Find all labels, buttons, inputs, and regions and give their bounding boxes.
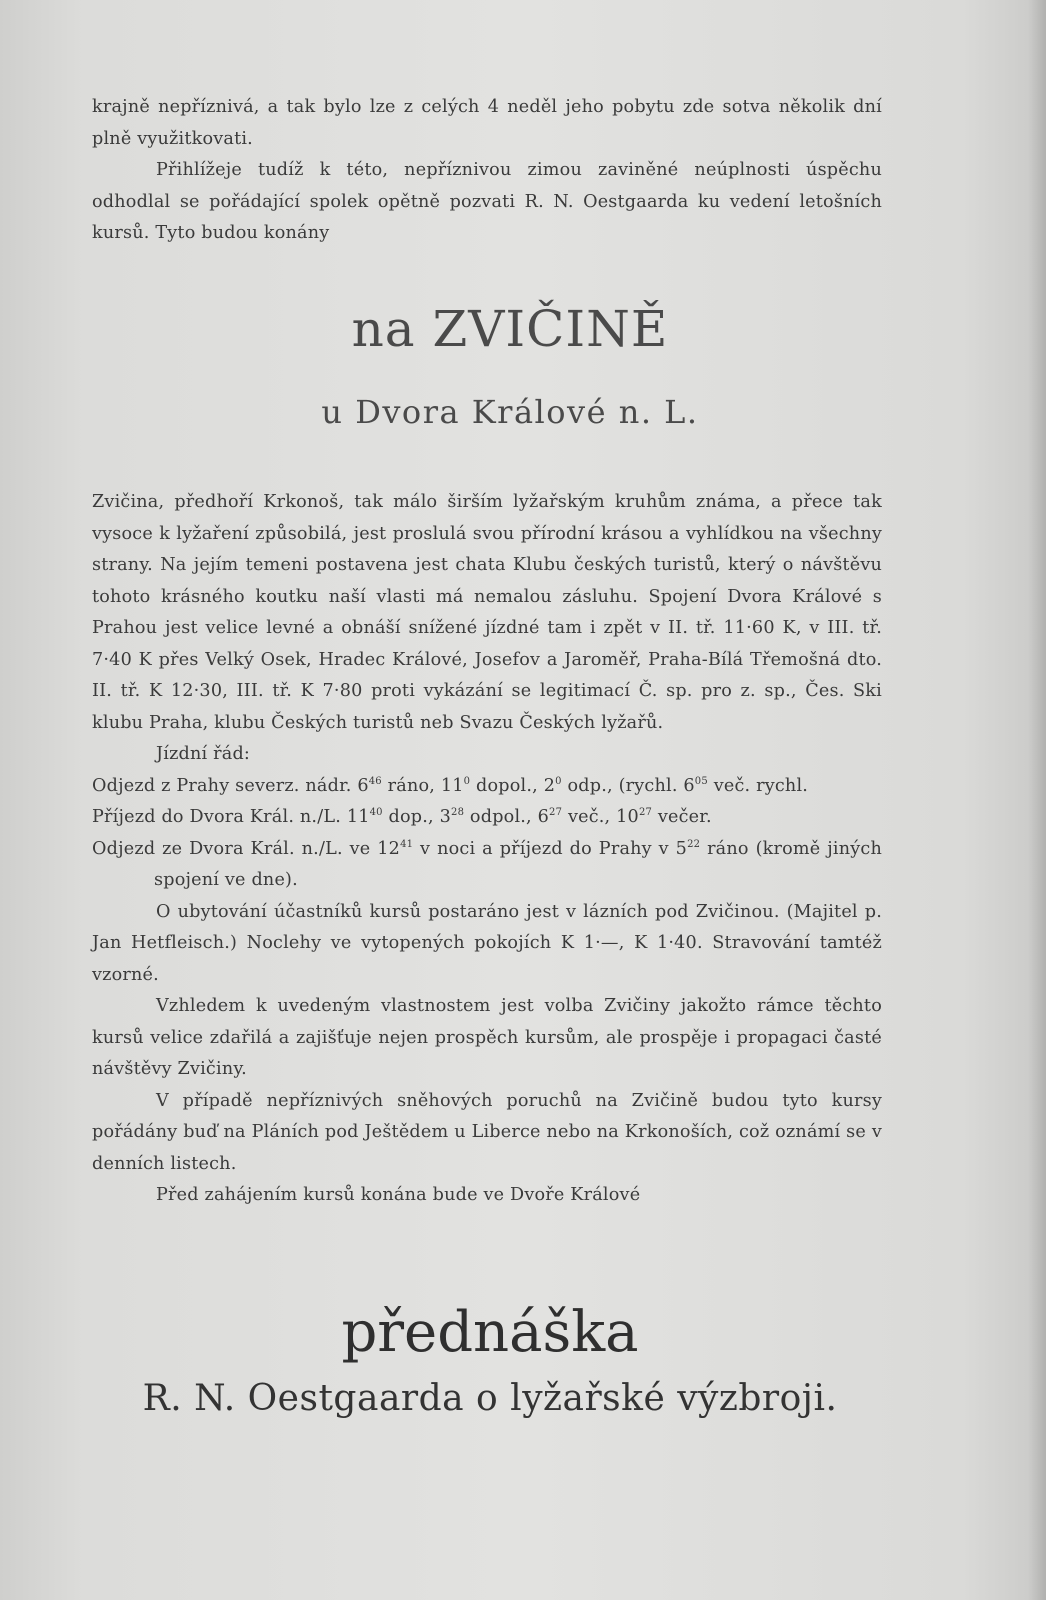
choice-paragraph: Vzhledem k uvedeným vlastnostem jest volba Zvičiny jakožto rámce těchto kursů velice zdařilá a zajišťuje nejen prospěch kursům, ale prospěje i propagaci časté návštěvy Zvičiny. bbox=[92, 996, 882, 1079]
intro-section bbox=[92, 92, 882, 250]
lecture-subtitle: R. N. Oestgaarda o lyžařské výzbroji. bbox=[142, 1378, 838, 1419]
intro-paragraph-1: krajně nepříznivá, a tak bylo lze z celých 4 neděl jeho pobytu zde sotva několik dní plně využitkovati. bbox=[92, 97, 882, 149]
body-section bbox=[92, 487, 882, 1212]
accommodation-paragraph: O ubytování účastníků kursů postaráno jest v lázních pod Zvičinou. (Majitel p. Jan Hetfleisch.) Noclehy ve vytopených pokojích K 1·—, K 1·40. Stravování tamtéž vzorné. bbox=[92, 901, 882, 985]
location-title: na ZVIČINĚ bbox=[351, 300, 669, 358]
timetable-line-2: Příjezd do Dvora Král. n./L. $11^{40}$ dop., $3^{28}$ odpol., $6^{27}$ več., $10^{27}$ večer. bbox=[92, 807, 712, 827]
location-subtitle: u Dvora Králové n. L. bbox=[321, 393, 699, 431]
lecture-title: přednáška bbox=[341, 1300, 639, 1365]
timetable-line-3: Odjezd ze Dvora Král. n./L. ve $12^{41}$ v noci a příjezd do Prahy v $5^{22}$ ráno (kromě jiných spojení ve dne). bbox=[92, 838, 882, 890]
before-lecture-paragraph: Před zahájením kursů konána bude ve Dvoře Králové bbox=[156, 1185, 641, 1205]
description-paragraph: Zvičina, předhoří Krkonoš, tak málo širším lyžařským kruhům známa, a přece tak vysoce k lyžaření způsobilá, jest proslulá svou přírodní krásou a vyhlídkou na všechny strany. Na jejím temeni postavena jest chata Klubu českých turistů, který o návštěvu tohoto krásného koutku naší vlasti má nemalou zásluhu. Spojení Dvora Králové s Prahou jest velice levné a obnáší snížené jízdné tam i zpět v II. tř. 11·60 K, v III. tř. 7·40 K přes Velký Osek, Hradec Králové, Josefov a Jaroměř, Praha-Bílá Třemošná dto. II. tř. K 12·30, III. tř. K 7·80 proti vykázání se legitimací Č. sp. pro z. sp., Čes. Ski klubu Praha, klubu Českých turistů neb Svazu Českých lyžařů. bbox=[92, 492, 882, 733]
timetable-label: Jízdní řád: bbox=[156, 744, 251, 764]
intro-paragraph-2: Přihlížeje tudíž k této, nepříznivou zimou zaviněné neúplnosti úspěchu odhodlal se pořádající spolek opětně pozvati R. N. Oestgaarda ku vedení letošních kursů. Tyto budou konány bbox=[92, 160, 882, 243]
timetable-line-1: Odjezd z Prahy severz. nádr. $6^{46}$ ráno, $11^0$ dopol., $2^0$ odp., (rychl. $6^{05}$ več. rychl. bbox=[92, 775, 809, 796]
page-edge-shadow bbox=[1028, 0, 1046, 1600]
alternative-paragraph: V případě nepříznivých sněhových poruchů na Zvičině budou tyto kursy pořádány buď na Pláních pod Ještědem u Liberce nebo na Krkonoších, což oznámí se v denních listech. bbox=[92, 1090, 882, 1174]
